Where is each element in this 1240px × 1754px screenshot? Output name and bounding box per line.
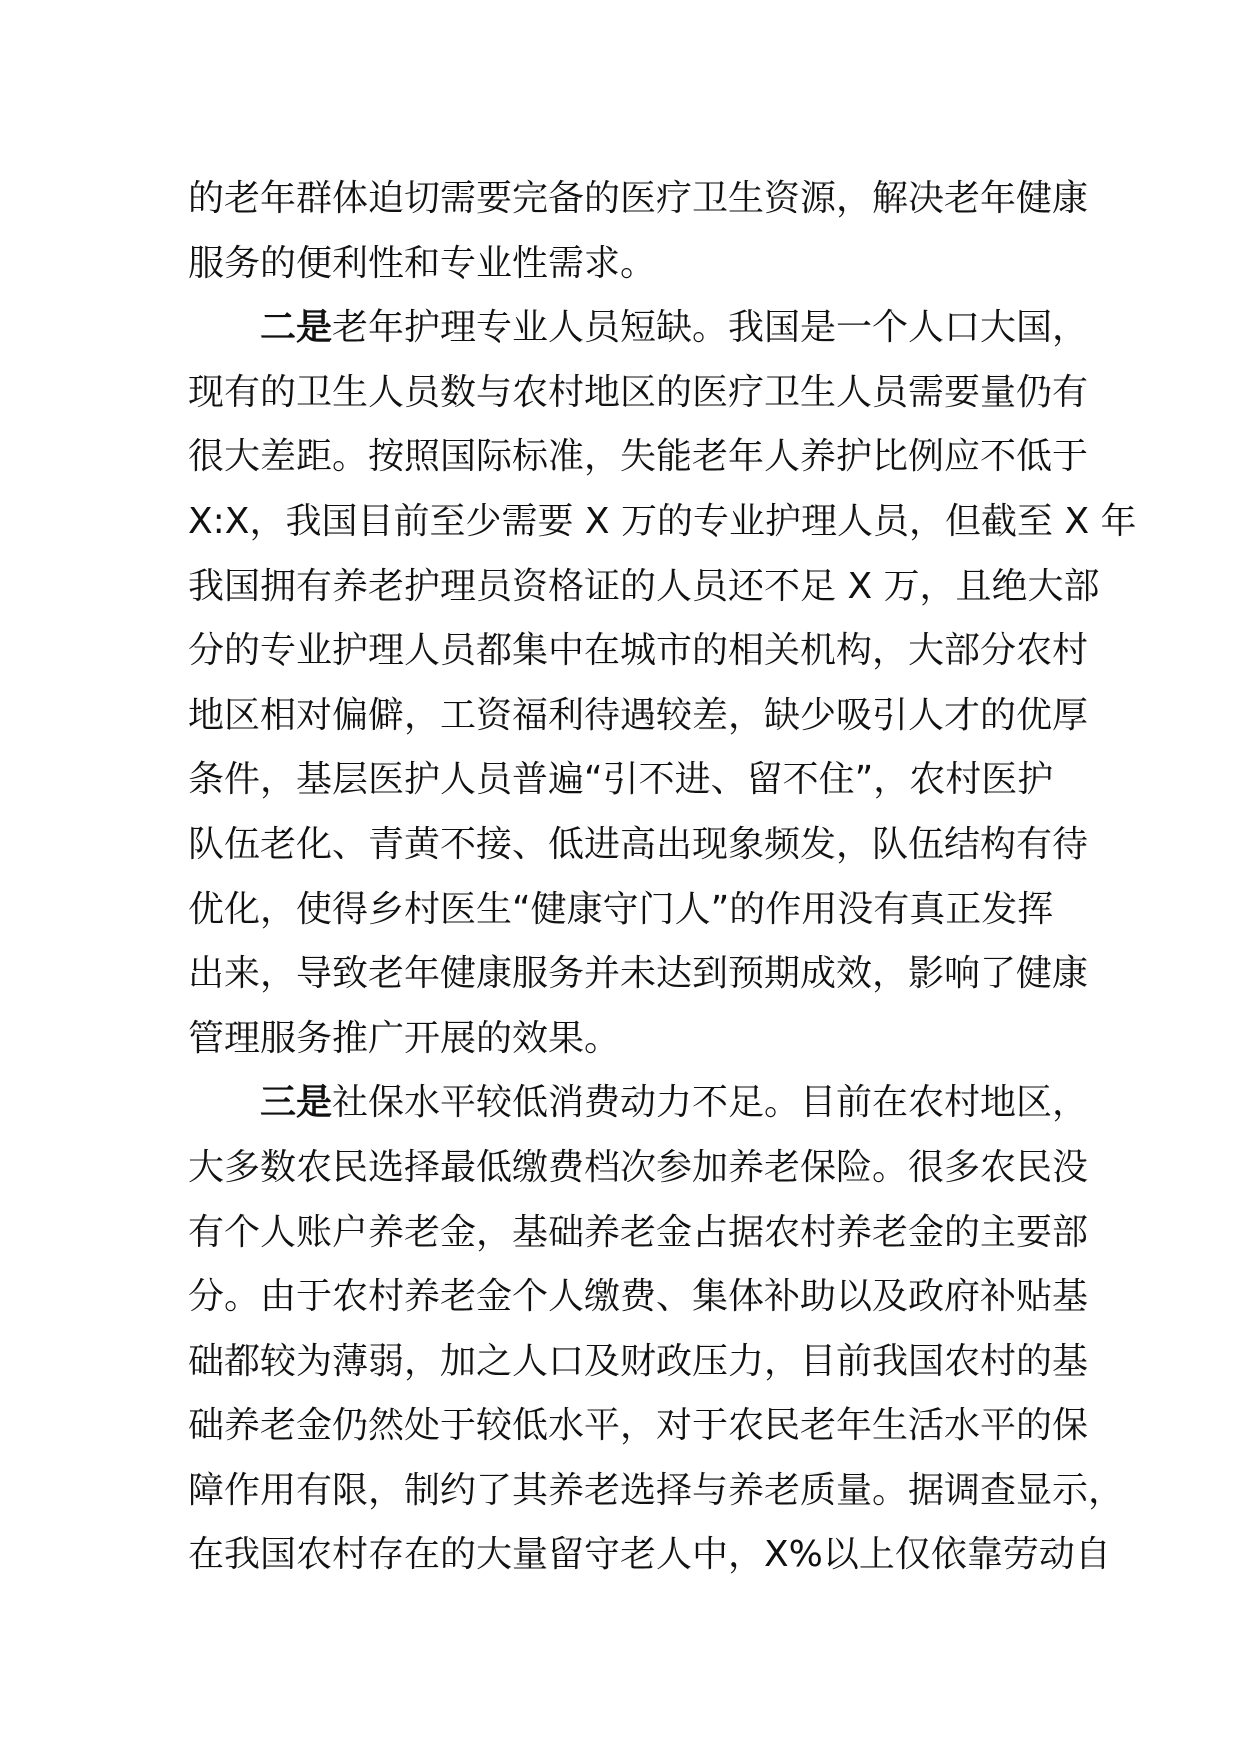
paragraph-1: [188, 167, 1089, 296]
text-line: 出来，导致老年健康服务并未达到预期成效，影响了健康: [188, 953, 1089, 995]
text-line: 现有的卫生人员数与农村地区的医疗卫生人员需要量仍有: [188, 371, 1089, 413]
text-line: 地区相对偏僻，工资福利待遇较差，缺少吸引人才的优厚: [188, 694, 1089, 736]
text-line: 大多数农民选择最低缴费档次参加养老保险。很多农民没: [188, 1146, 1089, 1188]
text-line: 础养老金仍然处于较低水平，对于农民老年生活水平的保: [188, 1405, 1089, 1447]
paragraph-first-line: [188, 296, 1089, 361]
paragraph-lead: 三是: [260, 1082, 333, 1124]
paragraph-lead: 二是: [260, 307, 333, 349]
text-line: 分。由于农村养老金个人缴费、集体补助以及政府补贴基: [188, 1276, 1089, 1318]
text-line: 障作用有限，制约了其养老选择与养老质量。据调查显示，: [188, 1469, 1125, 1511]
text-span: 社保水平较低消费动力不足。目前在农村地区，: [332, 1082, 1089, 1124]
text-line: 队伍老化、青黄不接、低进高出现象频发，队伍结构有待: [188, 823, 1089, 865]
text-line: 分的专业护理人员都集中在城市的相关机构，大部分农村: [188, 630, 1089, 672]
text-line: 管理服务推广开展的效果。: [188, 1017, 621, 1059]
text-line: 有个人账户养老金，基础养老金占据农村养老金的主要部: [188, 1211, 1089, 1253]
text-line: 优化，使得乡村医生“健康守门人”的作用没有真正发挥: [188, 888, 1054, 930]
text-line: 很大差距。按照国际标准，失能老年人养护比例应不低于: [188, 436, 1089, 478]
text-line: 服务的便利性和专业性需求。: [188, 242, 657, 284]
text-line: 在我国农村存在的大量留守老人中，X%以上仅依靠劳动自: [188, 1534, 1111, 1576]
text-line: X:X，我国目前至少需要 X 万的专业护理人员，但截至 X 年: [188, 500, 1137, 542]
text-line: 的老年群体迫切需要完备的医疗卫生资源，解决老年健康: [188, 178, 1089, 219]
paragraph-3: [188, 1071, 1125, 1588]
paragraph-first-line: [188, 1071, 1089, 1136]
paragraph-2: [188, 296, 1137, 1071]
text-line: 础都较为薄弱，加之人口及财政压力，目前我国农村的基: [188, 1340, 1089, 1382]
text-line: 我国拥有养老护理员资格证的人员还不足 X 万，且绝大部: [188, 565, 1100, 607]
body-text: [188, 167, 1137, 1588]
text-line: 条件，基层医护人员普遍“引不进、留不住”，农村医护: [188, 759, 1054, 801]
text-span: 老年护理专业人员短缺。我国是一个人口大国，: [332, 307, 1089, 349]
